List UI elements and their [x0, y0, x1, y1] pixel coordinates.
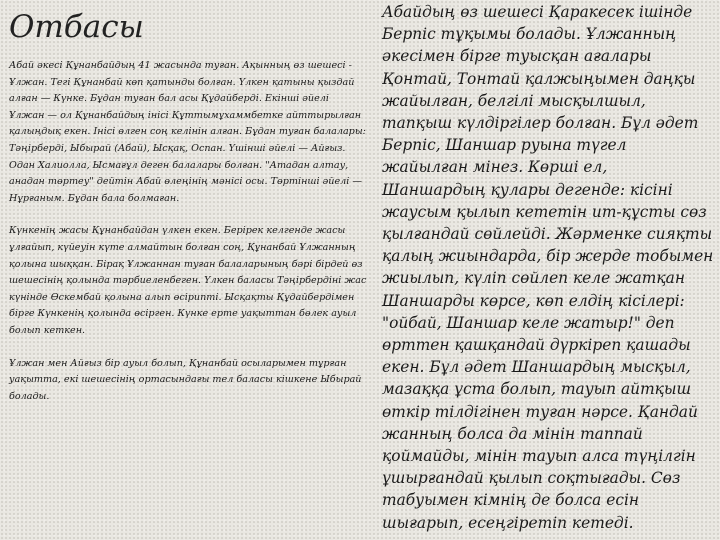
right-column: [382, 0, 714, 540]
left-paragraph-2: Күнкенің жасы Құнанбайдан үлкен екен. Берірек келгенде жасы ұлғайып, күйеуін күте алмайтын болған соң, Құнанбай Ұлжанның қолына шыққан. Бірақ Ұлжаннан туған балаларының бәрі бірдей өз шешесінің қолында тәрбиеленбеген. Үлкен баласы Тәңірбердіні жас күнінде Өскембай қолына алып өсірипті. Ысқақты Құдайбердімен бірге Күнкенің қолында өсірген. Күнке ерте уақыттан бөлек ауыл болып кеткен.: [9, 225, 367, 336]
left-paragraph-3: Ұлжан мен Айғыз бір ауыл болып, Құнанбай осыларымен тұрған уақытта, екі шешесінің ортасындағы тел баласы кішкене Ыбырай болады.: [9, 357, 362, 402]
left-column: [9, 0, 367, 540]
page-title: Отбасы: [9, 9, 144, 45]
right-body-text: Абайдың өз шешесі Қаракесек ішінде Берпіс тұқымы болады. Ұлжанның әкесімен бірге туысқан ағалары Қонтай, Тонтай қалжыңымен даңқы жайылған, белгілі мысқылшыл, тапқыш күлдіргілер болған. Бұл әдет Берпіс, Шаншар руына түгел жайылған мінез. Көрші ел, Шаншардың қулары дегенде: кісіні жаусым қылып кететін ит-құсты сөз қылғандай сөйлейді. Жәрменке сияқты қалың жиындарда, бір жерде тобымен жиылып, күліп сөйлеп келе жатқан Шаншарды көрсе, көп елдің кісілері: "ойбай, Шаншар келе жатыр!" деп өрттен қашқандай дүркіреп қашады екен. Бұл әдет Шаншардың мысқыл, мазаққа ұста болып, тауып айтқыш өткір тілдігінен туған нәрсе. Қандай жанның болса да мінін таппай қоймайды, мінін тауып алса түңілгін ұшырғандай қылып соқтығады. Сөз табуымен кімнің де болса есін шығарып, есеңгіретіп кетеді.: [382, 3, 714, 532]
left-body-text: [9, 58, 367, 421]
left-paragraph-1: Абай әкесі Құнанбайдың 41 жасында туған. Ақынның өз шешесі - Ұлжан. Тегі Құнанбай көп қатынды болған. Үлкен қатыны қыздай алған — Күнке. Бұдан туған бал асы Құдайберді. Екінші әйелі Ұлжан — ол Құнанбайдың інісі Құттымұхаммбетке айттырылған қалыңдық екен. Інісі өлген соң келінін алған. Бұдан туған балалары: Тәңірберді, Ыбырай (Абай), Ысқақ, Оспан. Үшінші әйелі — Айғыз. Одан Халиолла, Ысмағұл деген балалары болған. "Атадан алтау, анадан төртеу" дейтін Абай өлеңінің мәнісі осы. Төртінші әйелі — Нұрғаным. Бұдан бала болмаған.: [9, 60, 366, 204]
